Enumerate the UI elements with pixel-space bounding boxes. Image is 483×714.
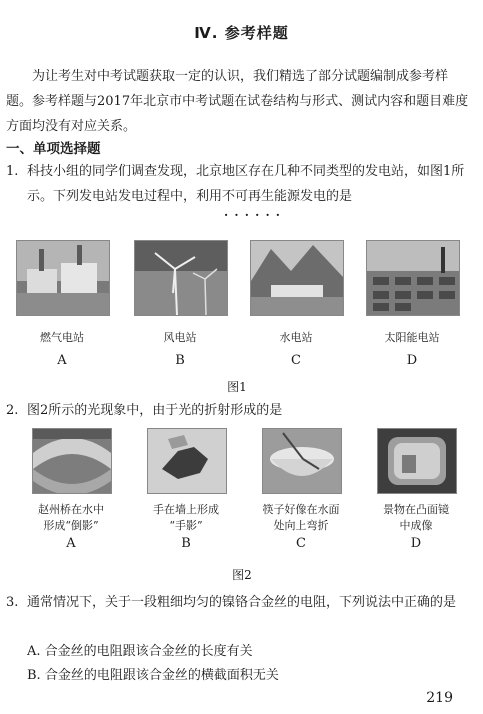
hydro-dam-icon [251,241,343,315]
question-3 [6,590,472,615]
hand-shadow-photo [147,428,227,494]
wind-turbine-icon [135,241,227,315]
question-number: 2. [6,403,19,418]
question-text [27,159,472,209]
page-title: Ⅳ. 参考样题 [194,24,289,42]
option-caption: 太阳能电站 [384,331,440,344]
answer-choice-a: A. 合金丝的电阻跟该合金丝的长度有关 [27,644,253,659]
question-text-part: 发电的是 [300,189,353,204]
page-number: 219 [426,690,453,706]
solar-panels-photo [366,240,460,316]
intro-paragraph: 为让考生对中考试题获取一定的认识，我们精选了部分试题编制成参考样题。参考样题与2017年北京市中考试题在试卷结构与形式、测试内容和题目难度方面均没有对应关系。 [6,69,469,134]
gas-power-station-icon [17,241,109,315]
convex-mirror-icon [378,429,456,493]
caption-line: 景物在凸面镜 [383,503,449,516]
section-heading: 一、单项选择题 [6,141,101,157]
caption-line: 处向上弯折 [273,519,329,532]
hand-shadow-icon [148,429,226,493]
question-number: 3. [6,595,19,610]
option-caption [367,502,465,534]
option-caption [252,502,350,534]
option-letter: B [175,353,185,368]
emphasized-text: 不可再生能源 · · · [222,189,300,204]
option-caption: 燃气电站 [40,331,84,344]
option-caption [137,502,235,534]
option-caption [22,502,120,534]
question-text-part: 科技小组的同学们调查发现，北京地区存在几种不同类型的发电站，如图1所示。下列发电站发电过程中，利用 [27,164,465,204]
option-letter: C [296,536,306,551]
caption-line: “手影” [169,519,203,532]
stone-bridge-reflection-photo [32,428,112,494]
wind-turbine-photo [134,240,228,316]
caption-line: 手在墙上形成 [153,503,219,516]
caption-line: 形成“倒影” [43,519,99,532]
option-caption: 水电站 [279,331,313,344]
option-caption: 风电站 [163,331,197,344]
option-letter: D [406,353,418,368]
question-number: 1. [6,164,19,179]
option-letter: A [66,536,76,551]
question-text: 通常情况下，关于一段粗细均匀的镍铬合金丝的电阻，下列说法中正确的是 [27,595,457,610]
gas-power-station-photo [16,240,110,316]
caption-line: 赵州桥在水中 [38,503,104,516]
chopsticks-bowl-icon [263,429,341,493]
hydro-dam-photo [250,240,344,316]
chopsticks-in-bowl-photo [262,428,342,494]
figure-label: 图2 [232,568,252,582]
question-text: 图2所示的光现象中，由于光的折射形成的是 [27,403,283,418]
stone-bridge-icon [33,429,111,493]
option-letter: A [57,353,67,368]
figure-label: 图1 [227,380,247,394]
question-1 [6,159,472,209]
solar-panels-icon [367,241,459,315]
answer-choice-b: B. 合金丝的电阻跟该合金丝的横截面积无关 [27,668,279,683]
caption-line: 筷子好像在水面 [262,503,340,516]
caption-line: 中成像 [399,519,433,532]
convex-mirror-photo [377,428,457,494]
option-letter: C [291,353,301,368]
option-letter: D [410,536,422,551]
question-2 [6,398,472,423]
option-letter: B [181,536,191,551]
